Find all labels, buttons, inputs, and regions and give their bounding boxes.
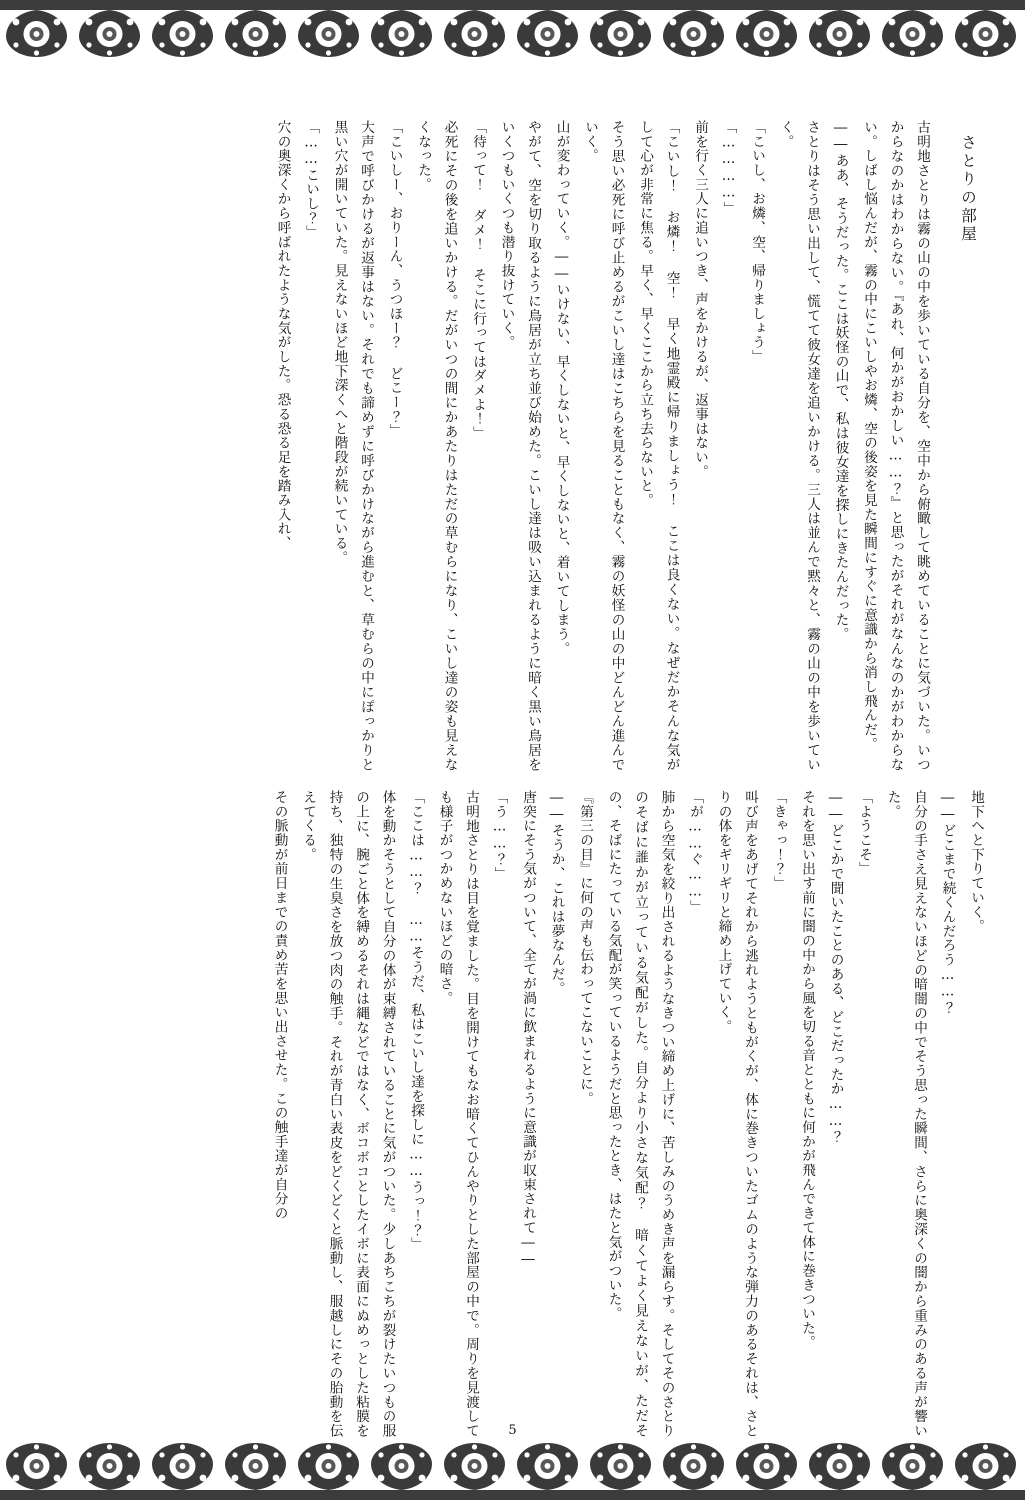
paragraph: ――ああ、そうだった。ここは妖怪の山で、私は彼女達を探しにきたんだった。	[832, 120, 849, 642]
paragraph: ――そうか、これは夢なんだ。	[548, 790, 565, 996]
lace-border-top	[0, 0, 1025, 58]
paragraph: 「こいしー、おりーん、うつほー？ どこー？」	[386, 120, 403, 439]
paragraph: 穴の奥深くから呼ばれたような気がした。恐る恐る足を踏み入れ、	[274, 120, 291, 551]
paragraph: 「こいし！ お燐！ 空！ 早く地霊殿に帰りましょう！ ここは良くない。なぜだかそんな気がして心が非常に焦る。早く、早くここから立ち去らないと。	[637, 120, 680, 772]
text-column-lower	[264, 790, 989, 1438]
paragraph: 「…………」	[720, 120, 737, 216]
paragraph: 肺から空気を絞り出されるようなきつい締め上げに、苦しみのうめき声を漏らす。そしてそのさとりのそばに誰かが立っている気配がした。自分より小さな気配？ 暗くてよく見えないが、ただその、そばにたっている気配が笑っているようだと思ったとき、はたと気がついた。	[605, 790, 675, 1438]
page-title: さとりの部屋	[959, 134, 977, 244]
page-body	[28, 62, 997, 1440]
paragraph: 「こいし、お燐、空、帰りましょう」	[749, 120, 765, 364]
paragraph: そう思い必死に呼び止めるがこいし達はこちらを見ることもなく、霧の妖怪の山の中どんどん進んでいく。	[582, 120, 625, 772]
paragraph: 古明地さとりは目を覚ました。目を開けてもなお暗くてひんやりとした部屋の中で。周りを見渡しても様子がつかめないほどの暗さ。	[436, 790, 479, 1438]
text-column-upper	[267, 120, 935, 772]
paragraph: 必死にその後を追いかける。だがいつの間にかあたりはただの草むらになり、こいし達の姿も見えなくなった。	[415, 120, 458, 772]
paragraph: 前を行く三人に追いつき、声をかけるが、返事はない。	[692, 120, 708, 479]
paragraph: それを思い出す前に闇の中から風を切る音とともに何かが飛んできて体に巻きついた。	[799, 790, 815, 1350]
paragraph: ――どこまで続くんだろう……？	[939, 790, 956, 1015]
paragraph: 「う……？」	[491, 790, 508, 881]
paragraph: 「きゃっ！？」	[770, 790, 787, 891]
page-number: 5	[508, 1423, 517, 1438]
paragraph: その脈動が前日までの責め苦を思い出させた。この触手達が自分の	[271, 790, 288, 1221]
paragraph: 山が変わっていく。――いけない、早くしないと、早くしないと、着いてしまう。	[553, 120, 570, 656]
paragraph: 「ここは……？ ……そうだ、私はこいし達を探しに……うっ！？」	[408, 790, 424, 1252]
paragraph: 『第三の目』に何の声も伝わってこないことに。	[577, 790, 593, 1106]
lace-border-bottom	[0, 1442, 1025, 1500]
paragraph: 古明地さとりは霧の山の中を歩いている自分を、空中から俯瞰して眺めていることに気づいた。いつからなのかはわからない。『あれ、何かがおかしい……？』と思ったがそれがなんなのかがわからない。しばし悩んだが、霧の中にこいしやお燐、空の後姿を見た瞬間にすぐに意識から消し飛んだ。	[861, 120, 930, 772]
paragraph: 自分の手さえ見えないほどの暗闇の中でそう思った瞬間、さらに奥深くの闇から重みのある声が響いた。	[884, 790, 927, 1438]
paragraph: さとりはそう思い出して、慌てて彼女達を追いかける。三人は並んで黙々と、霧の山の中を歩いていく。	[777, 120, 820, 772]
paragraph: 「待って！ ダメ！ そこに行ってはダメよ！」	[470, 120, 486, 441]
paragraph: 体を動かそうとして自分の体が束縛されていることに気がついた。少しあちこちが裂けたいつもの服の上に、腕ごと体を縛めるそれは縄などではなく、ボコボコとしたイボに表面にぬめっとした粘膜を持ち、独特の生臭さを放つ肉の触手。それが青白い表皮をどくどくと脈動し、服越しにその胎動を伝えてくる。	[300, 790, 396, 1438]
paragraph: 大声で呼びかけるが返事はない。それでも諦めずに呼びかけながら進むと、草むらの中にぽっかりと黒い穴が開いていた。見えないほど地下深くへと階段が続いている。	[331, 120, 374, 772]
paragraph: 「……こいし？」	[303, 120, 319, 240]
paragraph: やがて、空を切り取るように鳥居が立ち並び始めた。こいし達は吸い込まれるように暗く黒い鳥居をいくつもいくつも潜り抜けていく。	[498, 120, 541, 772]
paragraph: 「ようこそ」	[856, 790, 872, 877]
paragraph: 「が……ぐ……」	[687, 790, 703, 915]
paragraph: 叫び声をあげてそれから逃れようともがくが、体に巻きついたゴムのような弾力のあるそれは、さとりの体をギリギリと締め上げていく。	[715, 790, 758, 1438]
paragraph: 地下へと下りていく。	[968, 790, 984, 934]
paragraph: 唐突にそう気がついて、全てが渦に飲まれるように意識が収束されて――	[520, 790, 536, 1269]
paragraph: ――どこかで聞いたことのある、どこだったか……？	[827, 790, 844, 1144]
